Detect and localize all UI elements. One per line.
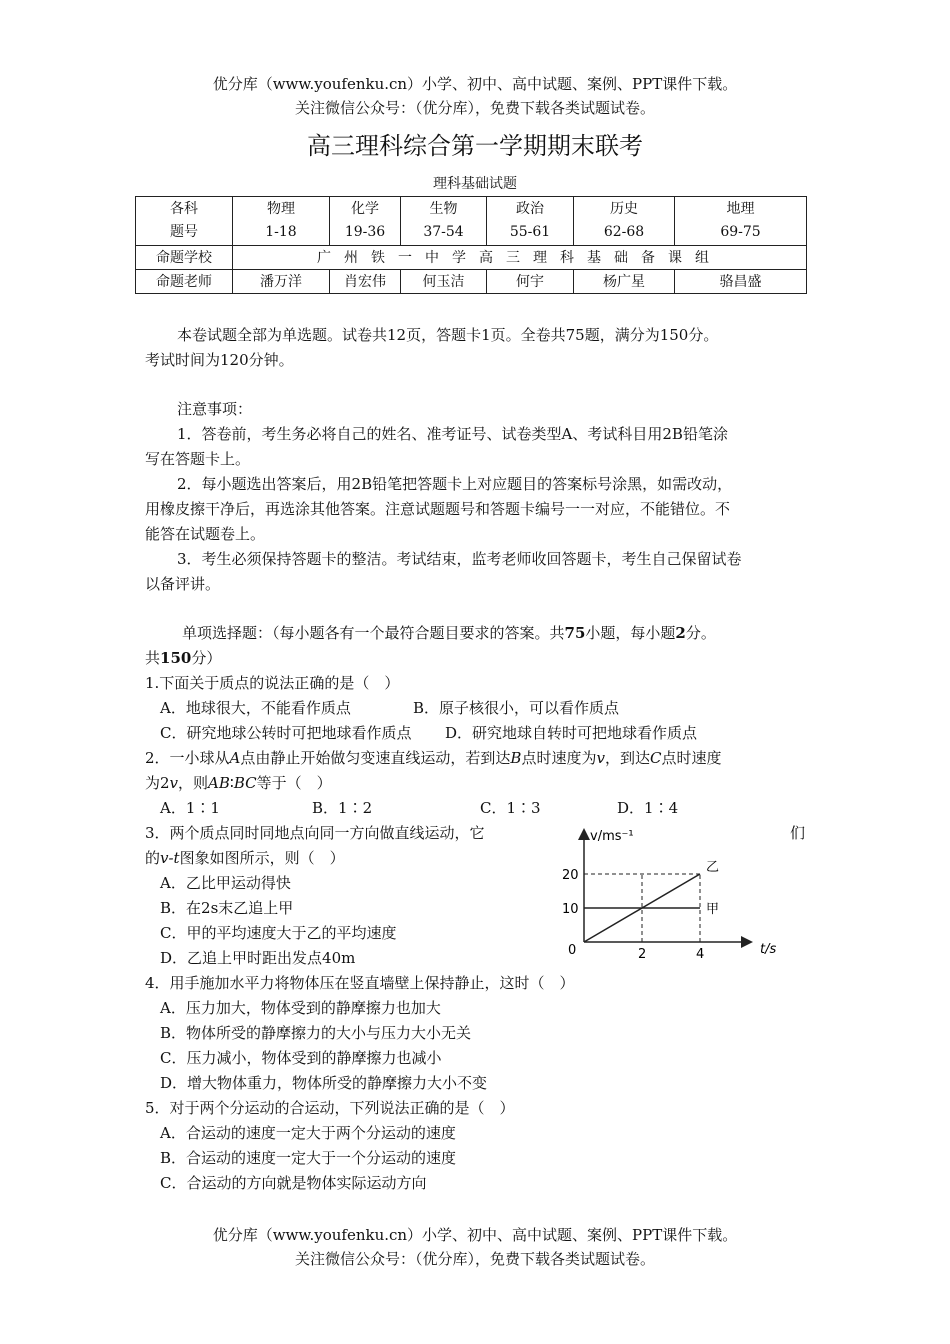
q2-stem: 2．一小球从A点由静止开始做匀变速直线运动，若到达B点时速度为v，到达C点时速度 xyxy=(145,749,722,767)
notes-title: 注意事项： xyxy=(177,400,253,418)
q4-option-d: D．增大物体重力，物体所受的静摩擦力大小不变 xyxy=(160,1074,488,1092)
q3-option-a: A．乙比甲运动得快 xyxy=(160,874,291,892)
teacher-label: 命题老师 xyxy=(136,270,233,294)
q2-stem-cont: 为2v，则AB∶BC等于（ ） xyxy=(145,774,332,792)
q1-option-b: B．原子核很小，可以看作质点 xyxy=(413,699,620,717)
subject-physics: 物理 1-18 xyxy=(233,197,330,246)
x-tick-label: 2 xyxy=(638,947,647,962)
subject-history: 历史 62-68 xyxy=(574,197,675,246)
q1-option-c: C．研究地球公转时可把地球看作质点 xyxy=(160,724,412,742)
q3-option-c: C．甲的平均速度大于乙的平均速度 xyxy=(160,924,397,942)
intro-paragraph-cont: 考试时间为120分钟。 xyxy=(145,351,294,369)
teacher-cell: 潘万洋 xyxy=(233,270,330,294)
q5-stem: 5．对于两个分运动的合运动，下列说法正确的是（ ） xyxy=(145,1099,515,1117)
q1-stem: 1.下面关于质点的说法正确的是（ ） xyxy=(145,674,400,692)
subject-label-cell xyxy=(136,197,233,246)
subject-biology: 生物 37-54 xyxy=(401,197,487,246)
teacher-cell: 肖宏伟 xyxy=(330,270,401,294)
footer-line-1: 优分库（www.youfenku.cn）小学、初中、高中试题、案例、PPT课件下载。 xyxy=(212,1226,738,1244)
school-label: 命题学校 xyxy=(136,246,233,270)
teacher-cell: 骆昌盛 xyxy=(675,270,807,294)
subject-geography: 地理 69-75 xyxy=(675,197,807,246)
y-tick-label: 20 xyxy=(562,868,579,883)
note-2-cont2: 能答在试题卷上。 xyxy=(145,525,266,543)
x-tick-label: 4 xyxy=(696,947,705,962)
q5-option-b: B．合运动的速度一定大于一个分运动的速度 xyxy=(160,1149,457,1167)
q3-option-b: B．在2s末乙追上甲 xyxy=(160,899,294,917)
teacher-cell: 何玉洁 xyxy=(401,270,487,294)
section-total: 共150分） xyxy=(145,649,222,667)
q3-stem-tail: 们 xyxy=(790,824,806,842)
intro-paragraph: 本卷试题全部为单选题。试卷共12页，答题卡1页。全卷共75题，满分为150分。 xyxy=(177,326,719,344)
note-2: 2．每小题选出答案后，用2B铅笔把答题卡上对应题目的答案标号涂黑，如需改动， xyxy=(177,475,733,493)
q4-option-b: B．物体所受的静摩擦力的大小与压力大小无关 xyxy=(160,1024,472,1042)
q2-option-a: A．1∶1 xyxy=(160,799,220,817)
note-2-cont: 用橡皮擦干净后，再选涂其他答案。注意试题题号和答题卡编号一一对应，不能错位。不 xyxy=(145,500,731,518)
q5-option-a: A．合运动的速度一定大于两个分运动的速度 xyxy=(160,1124,456,1142)
q3-stem-cont: 的v-t图象如图所示，则（ ） xyxy=(145,849,345,867)
number-label: 题号 xyxy=(170,224,198,240)
subject-politics: 政治 55-61 xyxy=(487,197,574,246)
note-3: 3．考生必须保持答题卡的整洁。考试结束，监考老师收回答题卡，考生自己保留试卷 xyxy=(177,550,742,568)
school-value: 广州铁一中学高三理科基础备课组 xyxy=(233,246,807,270)
note-1: 1．答卷前，考生务必将自己的姓名、准考证号、试卷类型A、考试科目用2B铅笔涂 xyxy=(177,425,728,443)
q5-option-c: C．合运动的方向就是物体实际运动方向 xyxy=(160,1174,427,1192)
y-axis-label: v/ms⁻¹ xyxy=(590,829,634,844)
q2-option-b: B．1∶2 xyxy=(312,799,373,817)
q4-option-a: A．压力加大，物体受到的静摩擦力也加大 xyxy=(160,999,441,1017)
note-3-cont: 以备评讲。 xyxy=(145,575,221,593)
subject-label: 各科 xyxy=(170,201,198,217)
exam-title: 高三理科综合第一学期期末联考 xyxy=(307,132,643,160)
x-axis-label: t/s xyxy=(760,942,777,957)
series-label: 甲 xyxy=(706,902,720,917)
teacher-cell: 何宇 xyxy=(487,270,574,294)
origin-label: 0 xyxy=(568,943,577,958)
q4-stem: 4．用手施加水平力将物体压在竖直墙壁上保持静止，这时（ ） xyxy=(145,974,575,992)
section-header: 单项选择题：（每小题各有一个最符合题目要求的答案。共75小题，每小题2分。 xyxy=(182,624,716,642)
q2-option-d: D．1∶4 xyxy=(617,799,679,817)
series-label: 乙 xyxy=(706,860,720,875)
q1-option-d: D．研究地球自转时可把地球看作质点 xyxy=(445,724,698,742)
q1-option-a: A．地球很大，不能看作质点 xyxy=(160,699,351,717)
footer-line-2: 关注微信公众号：（优分库），免费下载各类试题试卷。 xyxy=(294,1250,655,1268)
q3-option-d: D．乙追上甲时距出发点40m xyxy=(160,949,356,967)
exam-subtitle: 理科基础试题 xyxy=(433,176,517,192)
header-line-2: 关注微信公众号：（优分库），免费下载各类试题试卷。 xyxy=(294,99,655,117)
note-1-cont: 写在答题卡上。 xyxy=(145,450,251,468)
header-line-1: 优分库（www.youfenku.cn）小学、初中、高中试题、案例、PPT课件下载。 xyxy=(212,75,738,93)
subject-table xyxy=(135,196,807,294)
q4-option-c: C．压力减小，物体受到的静摩擦力也减小 xyxy=(160,1049,442,1067)
q2-option-c: C．1∶3 xyxy=(480,799,541,817)
subject-chemistry: 化学 19-36 xyxy=(330,197,401,246)
teacher-cell: 杨广星 xyxy=(574,270,675,294)
vt-chart xyxy=(560,825,785,965)
q3-stem: 3．两个质点同时同地点向同一方向做直线运动，它 xyxy=(145,824,485,842)
y-tick-label: 10 xyxy=(562,902,579,917)
